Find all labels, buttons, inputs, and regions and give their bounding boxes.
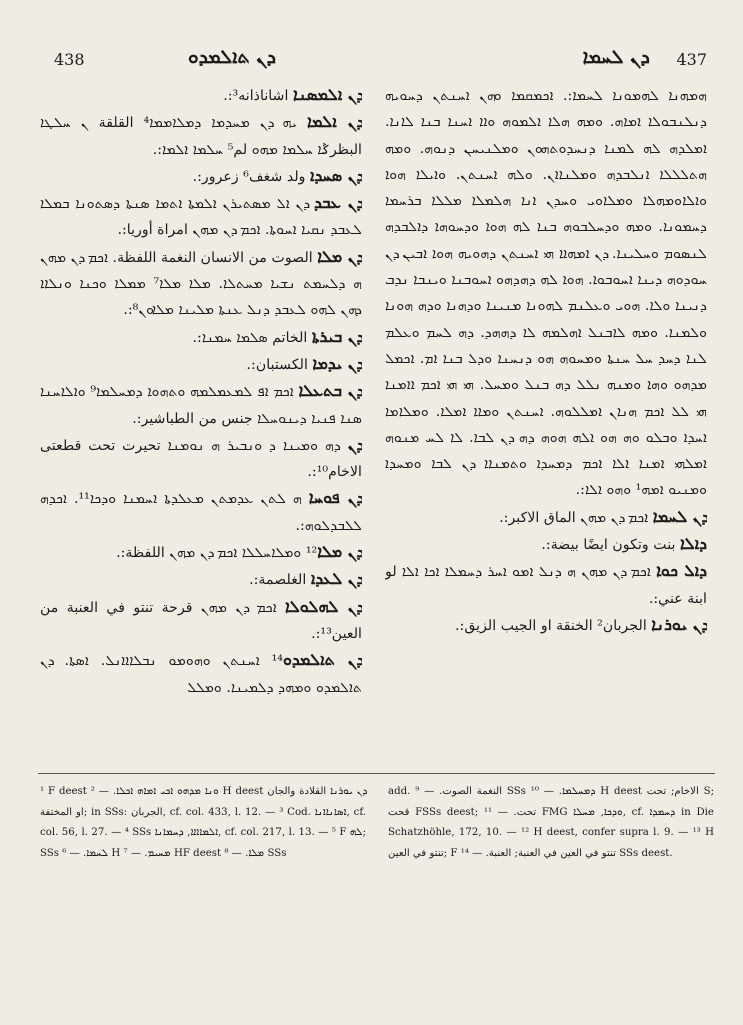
entry: ܕܢ ܠܗܠܘܠܐ ܐܟܡ ܕܢ ܡܗܢ قرحة تنتو في العنبة من العين¹³:. <box>40 596 362 642</box>
entry: ܕܢ ܠܚܡܐ ܐܟܡ ܕܢ ܡܗܢ الماق الاكبر:. <box>499 506 707 526</box>
left-page-number: 438 <box>54 50 85 69</box>
left-column <box>40 82 362 758</box>
entry: ܕܐܠ ܟܘܐ ܐܟܡ ܕܢ ܡܗܢ ܗ ܕܢܠ ܐܡܘ ܐܚܪ ܕܚܡܠܐ ܐܟܐ ܐܠܐ لو ابنة عني:. <box>385 561 707 607</box>
left-running-head: ܕܢ ܬܐܠܡܕܘ <box>188 46 274 68</box>
entry: ܕܢ ܝܘܪܢܐ الجربان² الخنقة او الجيب الزيق:. <box>455 614 707 634</box>
right-column <box>385 82 707 758</box>
right-page-number: 437 <box>676 50 707 69</box>
entry: ܕܢ ܝܕܡܐ الكستبان:. <box>246 353 362 373</box>
page-header <box>38 44 717 78</box>
entry: ܕܢ ܐܠܡܣܢܐ اشاناذانه³:. <box>223 85 362 104</box>
entry: ܕܢ ܕܗ ܘܡܝܢܐ ܕ ܘܢܒܝܪ ܗ ܢܘܡܢܐ تحيرت تحت قطعتى الاخام¹⁰:. <box>40 434 362 481</box>
entry: ܗܡܗܢܐ ܠܗܡܘܢܐ ܠܚܡܐ:. ܐܟܡܩܡܐ ܘܗܢ ܐܚܢܬܢ ܕܚܘܝܗ ܕܢܠܢܒܘܠܐ ܐܡܐܗ. ܘܡܗ ܗܠܐ ܐܠܡܘܗ ܘܐܐ ܐܚܢܐ ܒܢܐ ܠܐܢܐ. ܐܡܠܕܗ ܠܗ ܠܡܢܐ ܕܢܚܕܘܬܗܘܢ ܘܡܠܢܝܚܢ ܕܢܘܗ. ܘܡܗ ܗܬܠܠܠܐ ܐܢܠܒܕܗ ܘܡܠܢܐܐܢ. ܘܠܗ ܐܚܢܬܢ. ܘܐܝܠܐ ܗܘܐ ܘܐܠܐܘܡܗܠܐ ܘܡܠܐܘܝ ܘܚܕܢ ܐܢܐ ܗܠܡܠܐ ܡܠܠܐ ܒܪܚܡܐ ܕܚܡܘܢܐ. ܘܡܗ ܘܕܚܠܒܘܗ ܒܢܐ ܠܗ ܗܘܐ ܘܕܚܘܗܐ ܕܐܠܒܕܗ ܠܢܣܘܡ ܘܚܠܝܢܐ. ܕܢ ܐܡܗܐܐ ܗܝ ܐܚܢܬܢ ܕܗܘܝܗ ܗܘܐ ܐܒܝܢ ܕܢ ܚܘܕܘܗ ܕܝܢܐ ܐܚܘܒܘܐ. ܗܘܐ ܠܗ ܕܗܕܗܘ ܐܚܘܒܢܐ ܘܝܢܒܐ ܢܕܒ ܕܢܝܢܐ ܘܠܐ. ܗܘܝ ܘܥܠܢܡ ܠܗܘܢܐ ܡܢܝܢܐ ܘܕܗܢܐ ܘܕܗ ܗܘܢܐ ܘܠܡܢܐ. ܘܡܗ ܠܐܒܢܠ ܐܗܠܡܗ ܠܐ ܕܗܗܕ. ܕܗ ܠܚܡ ܘܥܠܡ ܠܢܐ ܕܚܕ ܚܠ ܚܢܬܐ ܘܡܚܘܗ ܗܘ ܕܢܚܢܐ ܘܕܠ ܒܢܐ ܐܡ. ܐܟܡܠ ܡܕܗܘ ܘܗܐ ܘܡܢܗ ܢܠܠ ܕܗ ܒܢܠ ܘܡܚܠ. ܗܝ ܗܝ ܐܟܡ ܐܐܡܢܐ ܗܝ ܠܠ ܐܟܡ ܗܢܐܢ ܐܡܠܠܘܗ. ܐܚܢܬܢ ܘܡܐܐ ܐܡܠܐ. ܘܡܠܐܡܐ ܐܚܕܐ ܘܒܠܘ ܘܗ ܗܘ ܐܠܗ ܗܘܗ ܕܗ ܕܢ ܠܒܐ. ܠܐ ܠܚ ܡܢܘܗ ܐܡܠܗܝ ܐܡܢܐ ܐܠܐ ܐܟܡ ܕܡܚܕܐ ܘܬܡܢܐܐ ܕܢ ܠܒܐ ܘܡܚܕܐ ܘܡܢܝܘ ܐܡܗ¹ ܘܗܘ ܐܠܐ:. <box>385 88 707 499</box>
footnotes-left <box>40 782 366 864</box>
right-running-head: ܕܢ ܠܚܡܐ <box>582 46 647 68</box>
entry: ܕܢ ܬܐܠܡܕܘ¹⁴ ܐܚܢܬܢ ܘܗܘܡܘ ܢܒܠܐܐܐܢܠ. ܐܣܬܐ. ܕܢ ܬܐܠܡܕܘ ܘܡܗܕ ܕܠܡܝܢܐ. ܘܡܠܠ <box>40 650 362 696</box>
entry: ܕܢ ܒܬܥܠܐ ܐܟܡ ܐܦ ܠܡܥܡܠܡܗ ܘܬܗܘܐ ܕܡܚܠܡܐ⁹ ܘܐܠܐܚܢܐ ܣܢܐ ܦܢܝܐ ܕܝܢܘܚܠܐ جنس من الطباشير:. <box>40 381 362 427</box>
entry: ܕܐܠܐ بنت وتكون ايضًا بيضة:. <box>541 534 707 554</box>
footnote-divider <box>38 773 715 774</box>
entry: ܕܢ ܐܠܡܐ ܝܗ ܕܢ ܡܚܕܡܐ ܕܡܠܐܡܡܐ⁴ القلقة ܢ ܚܠܛܐ البظرݣܐ ܚܠܡܐ ܡܗܘ لم⁵ ܚܠܡܐ ܐܠܡܐ:. <box>40 112 362 158</box>
entry: ܕܢ ܥܒܕ ܕܢ ܐܠ ܡܣܬܝܪܢ ܐܠܡܬܐ ܐܬܡܐ ܣܢܬܐ ܕܣܬܘܢܐ ܒܡܠܐ ܠܥܒܕ ܢܩܝܐ ܐܚܘܬܐ. ܐܟܡ ܕܢ ܡܗܢ امراة أوريا:. <box>40 193 362 239</box>
entry: ܕܢ ܠܥܕܐ الغلصمة:. <box>249 569 362 589</box>
footnotes-right <box>388 782 714 864</box>
footnote-text: ¹ F deest ܘܢܐ ܡܕܗܘ ܐܟܝ ܐܡܐܗ ܐܟܠܐ. — ² H deest ܕܢ ܝܘܪܢܐ القلادة والجان او المختفة; in SSs: الجربان, cf. col. 433, l. 12. — ³ Cod. ܐܣܐܢܐܐܢܐ, cf. col. 56, l. 27. — ⁴ SSs ܐܠܡܐܐܐܐ, ܕܚܡܐܢܐ, cf. col. 217, l. 13. — ⁵ F ܠܗ; SSs ܠܚܡܐ. — ⁶ H ܡܚܝܡ. — ⁷ HF deest ܡܠܐ. — ⁸ SSs <box>40 786 367 859</box>
entry: ܕܢ ܦܘܚܐ ܗ ܠܬܢ ܥܕܡܬܢ ܡܥܠܕܬܐ ܐܚܡܢܐ ܘܕܟܐ¹¹. ܐܟܕܗ ܠܠܒܕܠܘܗ:. <box>40 488 362 534</box>
entry: ܕܢ ܡܠܐ¹² ܘܡܠܐܚܠܠܐ ܐܟܡ ܕܢ ܡܗܢ اللفظة:. <box>116 542 362 562</box>
entry: ܕܢ ܡܠܐ الصوت من الانسان النغمة اللفظة. ܐܟܡ ܕܢ ܡܗܢ ܗ ܕܠܚܡܬ ܢܫܝܐ ܡܚܬܠܐ. ܡܠܐ ܡܠܐ⁷ ܡܡܠܐ ܘܟܢܐ ܘܢܠܐܐ ܕܗܢ ܠܗܘ ܠܥܒܕ ܕܢܠ ܥܢܬܐ ܡܠܝܢܐ ܡܠܐܘܢ⁸:. <box>40 246 362 319</box>
entry: ܕܢ ܒܝܪܬܐ الخاتم ܣܠܡܐ ܚܡܢܐ:. <box>192 326 362 346</box>
entry: ܕܢ ܣܚܕܐ ولد شغف⁶ زعرور:. <box>192 165 362 185</box>
footnote-text: add. النغمة الصوت. — ⁹ SSs ܕܡܚܠܡܐ. — ¹⁰ H deest الاخام; تحت S; قحت FSSs deest; تحت. — ¹¹ FMG ܘܕܟܐ, ܡܚܠܐ, cf. ܕܚܡܕܐ in Die Schatzhöhle, 172, 10. — ¹² H deest, confer supra l. 9. — ¹³ H تنتو في العين; F تنتو في العين في العنبة; العنبة. — ¹⁴ SSs deest. <box>388 786 715 859</box>
